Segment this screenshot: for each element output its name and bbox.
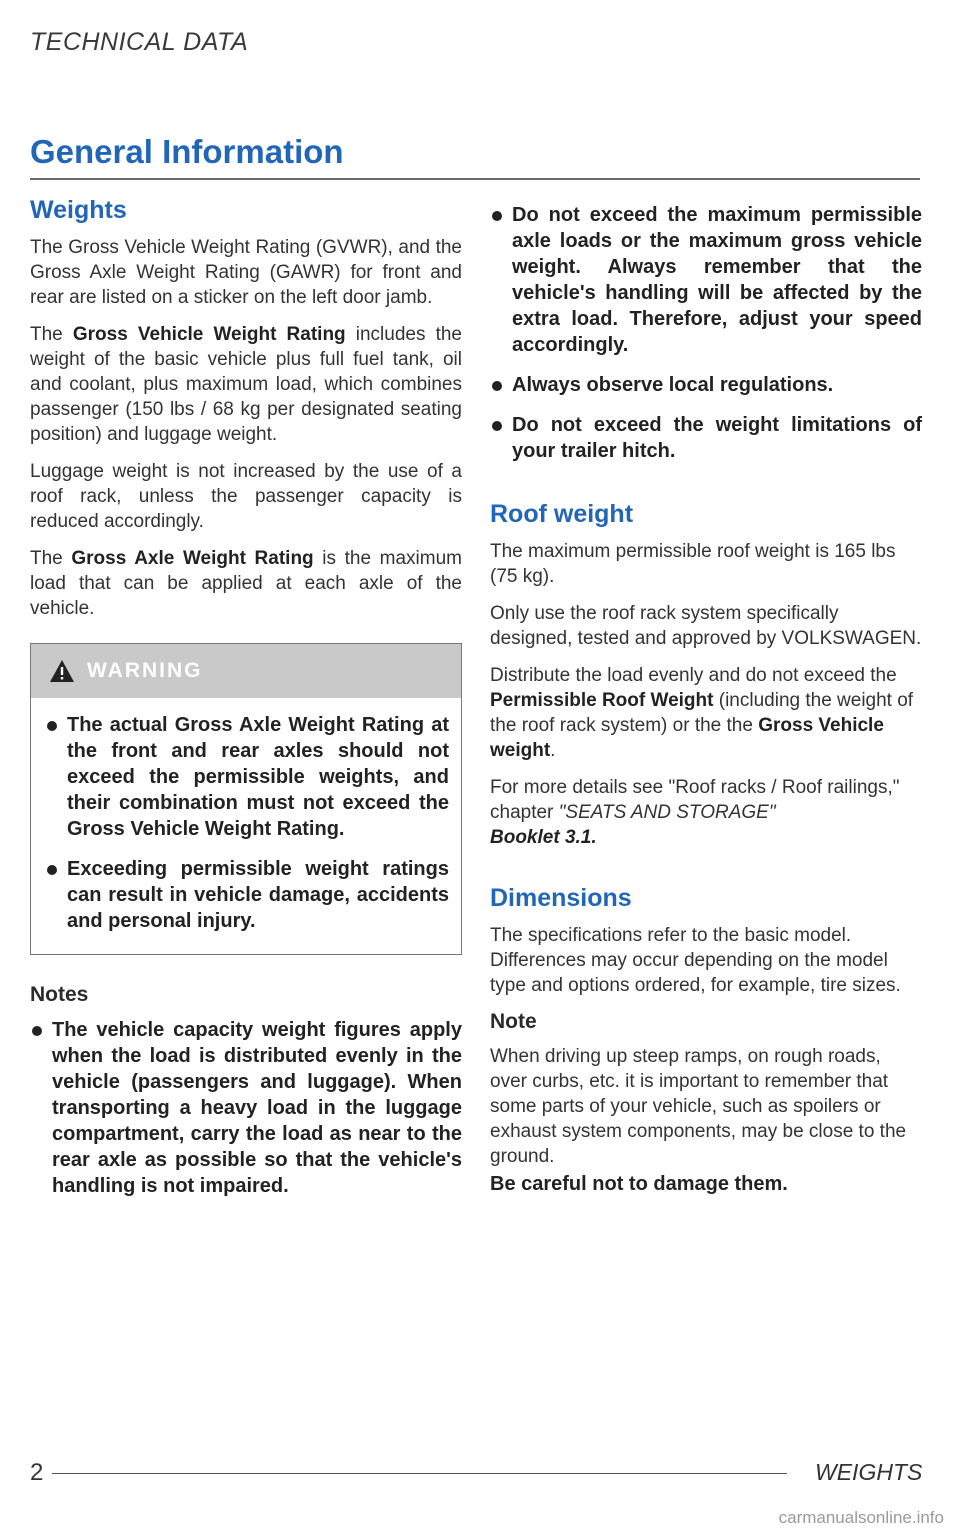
weights-paragraph-1: The Gross Vehicle Weight Rating (GVWR), and the Gross Axle Weight Rating (GAWR) for front and rear are listed on a sticker on the left door jamb.: [30, 237, 462, 308]
gawr-term: Gross Axle Weight Rating: [71, 548, 314, 569]
warning-label: WARNING: [87, 659, 203, 682]
booklet-reference: Booklet 3.1.: [490, 827, 597, 848]
page-number: 2: [30, 1459, 44, 1486]
notes-heading: Notes: [30, 983, 89, 1006]
footer-divider: [52, 1473, 787, 1474]
notes-bullet-1: The vehicle capacity weight figures apply when the load is distributed evenly in the vehicle (passengers and luggage). When transporting a heavy load in the luggage compartment, carry the load as near to the rear axle as possible so that the vehicle's handling is not impaired.: [30, 1017, 462, 1199]
weights-paragraph-2: The Gross Vehicle Weight Rating includes the weight of the basic vehicle plus full fuel tank, oil and coolant, plus maximum load, which combines passenger (150 lbs / 68 kg per designated seating position) and luggage weight.: [30, 324, 462, 445]
section-title: General Information: [30, 133, 344, 170]
warning-body: [31, 698, 461, 954]
warning-bullet-2: Exceeding permissible weight ratings can result in vehicle damage, accidents and personal injury.: [45, 856, 449, 934]
warning-header: [31, 644, 461, 698]
local-regulations-bullet: Always observe local regulations.: [490, 372, 922, 398]
weights-heading: Weights: [30, 196, 127, 224]
note-heading: Note: [490, 1010, 537, 1033]
weights-paragraph-4: The Gross Axle Weight Rating is the maximum load that can be applied at each axle of the vehicle.: [30, 548, 463, 619]
permissible-roof-weight-term: Permissible Roof Weight: [490, 690, 714, 711]
chapter-reference: "SEATS AND STORAGE": [558, 802, 776, 823]
warning-triangle-icon: [49, 659, 75, 683]
trailer-hitch-bullet: Do not exceed the weight limitations of your trailer hitch.: [490, 412, 922, 464]
chapter-title: TECHNICAL DATA: [30, 28, 249, 56]
roof-paragraph-1: The maximum permissible roof weight is 165 lbs (75 kg).: [490, 541, 896, 587]
note-caution: Be careful not to damage them.: [490, 1173, 788, 1195]
weights-paragraph-3: Luggage weight is not increased by the use of a roof rack, unless the passenger capacity is reduced accordingly.: [30, 461, 462, 532]
left-column: [30, 196, 462, 1213]
roof-paragraph-3: Distribute the load evenly and do not exceed the Permissible Roof Weight (including the weight of the roof rack system) or the the Gross Vehicle weight.: [490, 665, 914, 761]
dimensions-paragraph: The specifications refer to the basic model. Differences may occur depending on the model type and options ordered, for example, tire sizes.: [490, 925, 901, 996]
warning-bullet-1: The actual Gross Axle Weight Rating at the front and rear axles should not exceed the permissible weights, and their combination must not exceed the Gross Vehicle Weight Rating.: [45, 712, 449, 842]
axle-load-bullet: Do not exceed the maximum permissible axle loads or the maximum gross vehicle weight. Always remember that the vehicle's handling will be affected by the extra load. Therefore, adjust your speed accordingly.: [490, 202, 922, 358]
note-text: When driving up steep ramps, on rough roads, over curbs, etc. it is important to remember that some parts of your vehicle, such as spoilers or exhaust system components, may be close to the ground.: [490, 1046, 907, 1167]
gross-vehicle-weight-term: Gross Vehicle weight: [490, 715, 884, 761]
roof-paragraph-4: For more details see "Roof racks / Roof railings," chapter "SEATS AND STORAGE" Booklet 3.1.: [490, 777, 900, 848]
roof-weight-heading: Roof weight: [490, 500, 634, 528]
roof-paragraph-2: Only use the roof rack system specifically designed, tested and approved by VOLKSWAGEN.: [490, 603, 922, 649]
warning-box: [30, 643, 462, 955]
dimensions-heading: Dimensions: [490, 884, 632, 912]
watermark: carmanualsonline.info: [778, 1508, 944, 1527]
gvwr-term: Gross Vehicle Weight Rating: [72, 324, 346, 345]
footer-section-name: WEIGHTS: [815, 1459, 923, 1485]
title-divider: [30, 178, 920, 180]
right-column: [490, 196, 922, 1196]
